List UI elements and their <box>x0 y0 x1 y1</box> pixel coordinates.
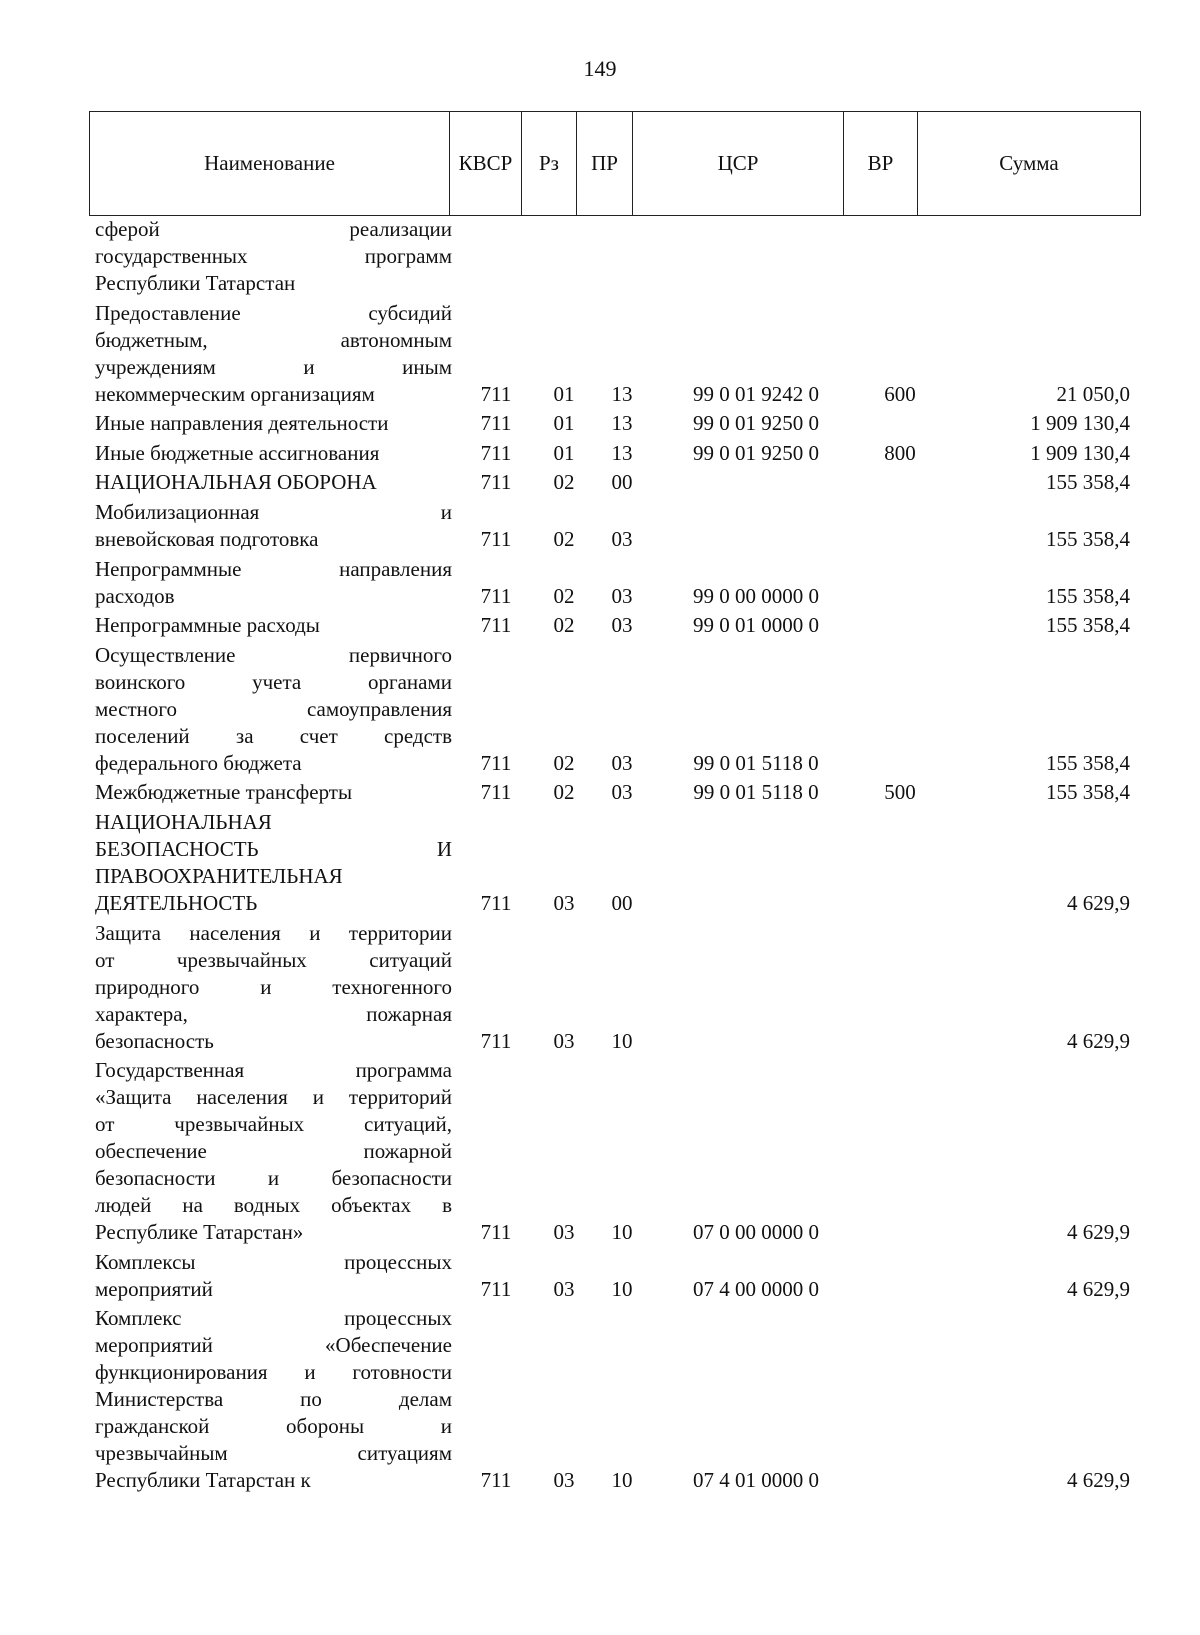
row-sum: 155 358,4 <box>1046 583 1130 608</box>
table-row <box>0 300 1200 411</box>
table-row <box>0 216 1200 300</box>
row-csr: 99 0 01 9250 0 <box>693 440 819 465</box>
table-row <box>0 642 1200 780</box>
row-name-line: природного и техногенного <box>95 974 452 999</box>
header-vr: ВР <box>844 112 918 216</box>
row-csr: 07 0 00 0000 0 <box>693 1220 819 1245</box>
row-name <box>95 1057 452 1246</box>
row-name <box>95 469 452 496</box>
row-csr: 99 0 01 5118 0 <box>693 780 819 805</box>
row-csr: 99 0 01 9250 0 <box>693 411 819 436</box>
row-name-line: НАЦИОНАЛЬНАЯ <box>95 809 272 834</box>
row-name-line: Мобилизационная и <box>95 499 452 524</box>
row-name-line: Министерства по делам <box>95 1387 452 1412</box>
row-pr: 00 <box>611 470 633 495</box>
header-name: Наименование <box>90 112 450 216</box>
row-sum: 4 629,9 <box>1067 1276 1130 1301</box>
row-kvsr: 711 <box>480 583 512 608</box>
row-name-line: гражданской обороны и <box>95 1414 452 1439</box>
header-sum: Сумма <box>918 112 1141 216</box>
row-pr: 10 <box>611 1276 633 1301</box>
row-rz: 02 <box>553 750 575 775</box>
row-name-line: обеспечение пожарной <box>95 1139 452 1164</box>
row-name-line: бюджетным, автономным <box>95 327 452 352</box>
row-kvsr: 711 <box>480 470 512 495</box>
row-csr: 99 0 01 0000 0 <box>693 613 819 638</box>
row-name <box>95 1305 452 1494</box>
row-kvsr: 711 <box>480 526 512 551</box>
row-rz: 02 <box>553 583 575 608</box>
row-name-line: Предоставление субсидий <box>95 300 452 325</box>
row-sum: 155 358,4 <box>1046 470 1130 495</box>
row-kvsr: 711 <box>480 750 512 775</box>
row-name-line: Иные бюджетные ассигнования <box>95 440 380 465</box>
row-name-line: некоммерческим организациям <box>95 381 375 406</box>
row-name <box>95 809 452 917</box>
row-name-line: государственных программ <box>95 244 452 268</box>
row-name <box>95 642 452 777</box>
row-pr: 03 <box>611 750 633 775</box>
row-csr: 99 0 01 5118 0 <box>693 750 819 775</box>
table-row <box>0 499 1200 556</box>
row-name-line: безопасности и безопасности <box>95 1166 452 1191</box>
row-name-line: сферой реализации <box>95 217 452 241</box>
row-pr: 10 <box>611 1220 633 1245</box>
row-sum: 4 629,9 <box>1067 1468 1130 1493</box>
row-csr: 99 0 01 9242 0 <box>693 381 819 406</box>
row-name-line: Непрограммные направления <box>95 556 452 581</box>
row-name-line: поселений за счет средств <box>95 723 452 748</box>
table-row <box>0 410 1200 440</box>
row-rz: 03 <box>553 1028 575 1053</box>
row-name <box>95 779 452 806</box>
row-csr: 07 4 01 0000 0 <box>693 1468 819 1493</box>
row-name-line: Республики Татарстан к <box>95 1468 311 1493</box>
row-vr: 800 <box>884 440 916 465</box>
table-row <box>0 612 1200 642</box>
row-sum: 1 909 130,4 <box>1030 440 1130 465</box>
row-rz: 01 <box>553 381 575 406</box>
table-row <box>0 1249 1200 1306</box>
row-rz: 03 <box>553 1220 575 1245</box>
row-rz: 02 <box>553 526 575 551</box>
row-rz: 02 <box>553 470 575 495</box>
row-name-line: Осуществление первичного <box>95 642 452 667</box>
table-row <box>0 779 1200 809</box>
row-name-line: учреждениям и иным <box>95 354 452 379</box>
row-name <box>95 499 452 553</box>
row-csr: 07 4 00 0000 0 <box>693 1276 819 1301</box>
row-name <box>95 1249 452 1303</box>
row-kvsr: 711 <box>480 1276 512 1301</box>
row-name-line: мероприятий <box>95 1276 213 1301</box>
header-rz: Рз <box>522 112 577 216</box>
row-name <box>95 920 452 1055</box>
row-pr: 03 <box>611 780 633 805</box>
row-pr: 13 <box>611 440 633 465</box>
row-name-line: ПРАВООХРАНИТЕЛЬНАЯ <box>95 863 343 888</box>
row-name-line: вневойсковая подготовка <box>95 526 319 551</box>
row-name-line: местного самоуправления <box>95 696 452 721</box>
row-rz: 02 <box>553 613 575 638</box>
row-name-line: от чрезвычайных ситуаций, <box>95 1112 452 1137</box>
table-row <box>0 556 1200 613</box>
row-vr: 600 <box>884 381 916 406</box>
row-name-line: ДЕЯТЕЛЬНОСТЬ <box>95 890 258 915</box>
row-kvsr: 711 <box>480 890 512 915</box>
row-sum: 155 358,4 <box>1046 750 1130 775</box>
table-row <box>0 1305 1200 1497</box>
row-kvsr: 711 <box>480 1028 512 1053</box>
row-name-line: Комплекс процессных <box>95 1306 452 1331</box>
row-name-line: Непрограммные расходы <box>95 613 320 638</box>
row-rz: 02 <box>553 780 575 805</box>
row-kvsr: 711 <box>480 411 512 436</box>
table-row <box>0 920 1200 1058</box>
row-sum: 4 629,9 <box>1067 1220 1130 1245</box>
row-name-line: безопасность <box>95 1028 214 1053</box>
row-pr: 03 <box>611 583 633 608</box>
row-pr: 00 <box>611 890 633 915</box>
table-row <box>0 809 1200 920</box>
row-pr: 13 <box>611 381 633 406</box>
table-body <box>0 216 1200 1497</box>
row-name-line: Государственная программа <box>95 1058 452 1083</box>
table-row <box>0 1057 1200 1249</box>
row-vr: 500 <box>884 780 916 805</box>
row-name-line: расходов <box>95 583 175 608</box>
table-header <box>89 111 1141 216</box>
row-name-line: Защита населения и территории <box>95 920 452 945</box>
row-name <box>95 612 452 639</box>
row-name-line: от чрезвычайных ситуаций <box>95 947 452 972</box>
row-rz: 03 <box>553 890 575 915</box>
row-sum: 155 358,4 <box>1046 526 1130 551</box>
row-name-line: НАЦИОНАЛЬНАЯ ОБОРОНА <box>95 470 377 495</box>
table-row <box>0 440 1200 470</box>
row-name-line: федерального бюджета <box>95 750 302 775</box>
row-name-line: БЕЗОПАСНОСТЬ И <box>95 836 452 861</box>
row-name-line: «Защита населения и территорий <box>95 1085 452 1110</box>
row-pr: 03 <box>611 613 633 638</box>
header-csr: ЦСР <box>633 112 844 216</box>
row-rz: 01 <box>553 411 575 436</box>
page-number: 149 <box>583 56 617 81</box>
table-row <box>0 469 1200 499</box>
row-rz: 03 <box>553 1468 575 1493</box>
row-pr: 03 <box>611 526 633 551</box>
row-name <box>95 216 452 297</box>
row-name <box>95 300 452 408</box>
row-name-line: мероприятий «Обеспечение <box>95 1333 452 1358</box>
row-sum: 1 909 130,4 <box>1030 411 1130 436</box>
row-name-line: Республики Татарстан <box>95 271 296 295</box>
row-sum: 155 358,4 <box>1046 613 1130 638</box>
row-kvsr: 711 <box>480 381 512 406</box>
row-sum: 4 629,9 <box>1067 1028 1130 1053</box>
row-kvsr: 711 <box>480 1220 512 1245</box>
row-name-line: людей на водных объектах в <box>95 1193 452 1218</box>
row-csr: 99 0 00 0000 0 <box>693 583 819 608</box>
row-pr: 13 <box>611 411 633 436</box>
row-name <box>95 556 452 610</box>
row-name-line: Республике Татарстан» <box>95 1220 304 1245</box>
row-name-line: Комплексы процессных <box>95 1249 452 1274</box>
row-name <box>95 440 452 467</box>
row-name-line: чрезвычайным ситуациям <box>95 1441 452 1466</box>
row-name-line: воинского учета органами <box>95 669 452 694</box>
row-sum: 4 629,9 <box>1067 890 1130 915</box>
row-name-line: Иные направления деятельности <box>95 411 389 436</box>
header-pr: ПР <box>577 112 633 216</box>
row-name <box>95 410 452 437</box>
header-kvsr: КВСР <box>450 112 522 216</box>
row-kvsr: 711 <box>480 1468 512 1493</box>
row-sum: 21 050,0 <box>1056 381 1130 406</box>
row-rz: 01 <box>553 440 575 465</box>
row-kvsr: 711 <box>480 613 512 638</box>
row-pr: 10 <box>611 1468 633 1493</box>
row-name-line: Межбюджетные трансферты <box>95 780 353 805</box>
row-name-line: функционирования и готовности <box>95 1360 452 1385</box>
row-kvsr: 711 <box>480 780 512 805</box>
row-rz: 03 <box>553 1276 575 1301</box>
row-sum: 155 358,4 <box>1046 780 1130 805</box>
row-name-line: характера, пожарная <box>95 1001 452 1026</box>
row-kvsr: 711 <box>480 440 512 465</box>
row-pr: 10 <box>611 1028 633 1053</box>
